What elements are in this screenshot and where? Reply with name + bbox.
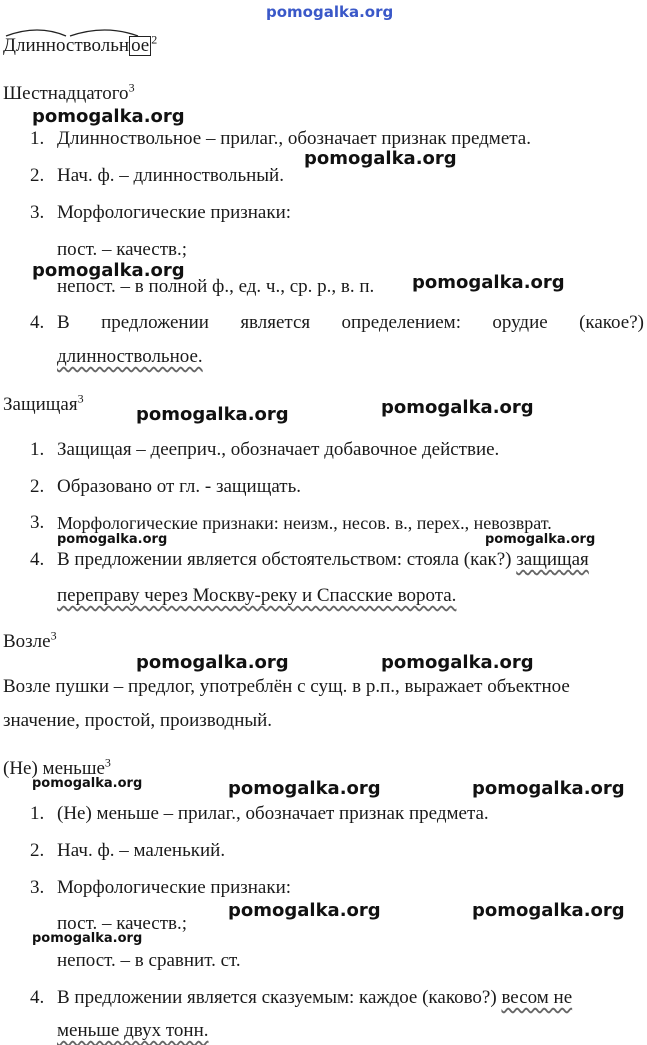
list-number: 4. [30,312,45,333]
list-number: 3. [30,202,45,223]
watermark: pomogalka.org [32,260,185,281]
list-number: 2. [30,165,45,186]
heading-text: Шестнадцатого [3,83,129,104]
watermark: pomogalka.org [381,652,534,673]
list-continuation: переправу через Москву-реку и Спасские ворота. [57,585,457,606]
underlined-phrase: защищая [516,549,589,570]
watermark: pomogalka.org [304,148,457,169]
list-item: Морфологические признаки: неизм., несов. в., перех., невозврат. [57,513,552,533]
footnote-mark: 3 [50,628,57,643]
list-number: 4. [30,549,45,570]
list-item [57,549,589,571]
watermark: pomogalka.org [381,397,534,418]
watermark: pomogalka.org [485,532,596,547]
watermark: pomogalka.org [136,404,289,425]
list-item: Длинноствольное – прилаг., обозначает признак предмета. [57,128,531,149]
list-number: 1. [30,803,45,824]
list-number: 3. [30,512,45,533]
list-item: Нач. ф. – маленький. [57,840,226,861]
watermark: pomogalka.org [228,900,381,921]
list-item: Морфологические признаки: [57,202,292,223]
underlined-phrase: весом не [501,987,573,1008]
word-heading-zashchishchaya [3,391,84,416]
watermark: pomogalka.org [136,652,289,673]
word-ending-box: ое [131,35,150,56]
watermark: pomogalka.org [412,272,565,293]
footnote-mark: 2 [151,32,158,47]
list-continuation: меньше двух тонн. [57,1020,209,1041]
paragraph-line: Возле пушки – предлог, употреблён с сущ. в р.п., выражает объектное [3,676,570,697]
heading-text: Защищая [3,394,78,415]
footnote-mark: 3 [128,80,135,95]
list-subline: непост. – в сравнит. ст. [57,950,241,971]
list-subline: пост. – качеств.; [57,239,188,260]
list-item-text: В предложении является сказуемым: каждое (каково?) [57,987,502,1008]
list-item: Нач. ф. – длинноствольный. [57,165,284,186]
watermark: pomogalka.org [472,900,625,921]
watermark: pomogalka.org [32,106,185,127]
paragraph-line: значение, простой, производный. [3,710,273,731]
list-item: (Не) меньше – прилаг., обозначает признак предмета. [57,803,489,824]
watermark: pomogalka.org [32,931,143,946]
word-heading-vozle [3,628,57,653]
list-item-text: В предложении является обстоятельством: стояла (как?) [57,549,517,570]
heading-text: (Не) меньше [3,758,105,779]
list-item: В предложении является определением: орудие (какое?) [57,312,644,333]
word-root: Длинноствольн [3,35,130,56]
list-number: 2. [30,476,45,497]
list-item: Морфологические признаки: [57,877,292,898]
footnote-mark: 3 [77,391,84,406]
list-continuation: длинноствольное. [57,346,203,367]
list-item: Защищая – дееприч., обозначает добавочное действие. [57,439,500,460]
list-number: 3. [30,877,45,898]
word-heading-dlinnostvolnoe [3,32,158,57]
watermark: pomogalka.org [57,532,168,547]
watermark: pomogalka.org [472,778,625,799]
list-number: 4. [30,987,45,1008]
watermark-top: pomogalka.org [266,3,394,21]
watermark: pomogalka.org [228,778,381,799]
list-number: 2. [30,840,45,861]
list-number: 1. [30,439,45,460]
heading-text: Возле [3,631,51,652]
list-item [57,987,572,1009]
list-subline: непост. – в полной ф., ед. ч., ср. р., в. п. [57,276,375,297]
list-number: 1. [30,128,45,149]
word-heading-shestnadtsatogo [3,80,135,105]
list-item: Образовано от гл. - защищать. [57,476,302,497]
list-subline: пост. – качеств.; [57,913,188,934]
watermark: pomogalka.org [32,776,143,791]
footnote-mark: 3 [104,755,111,770]
